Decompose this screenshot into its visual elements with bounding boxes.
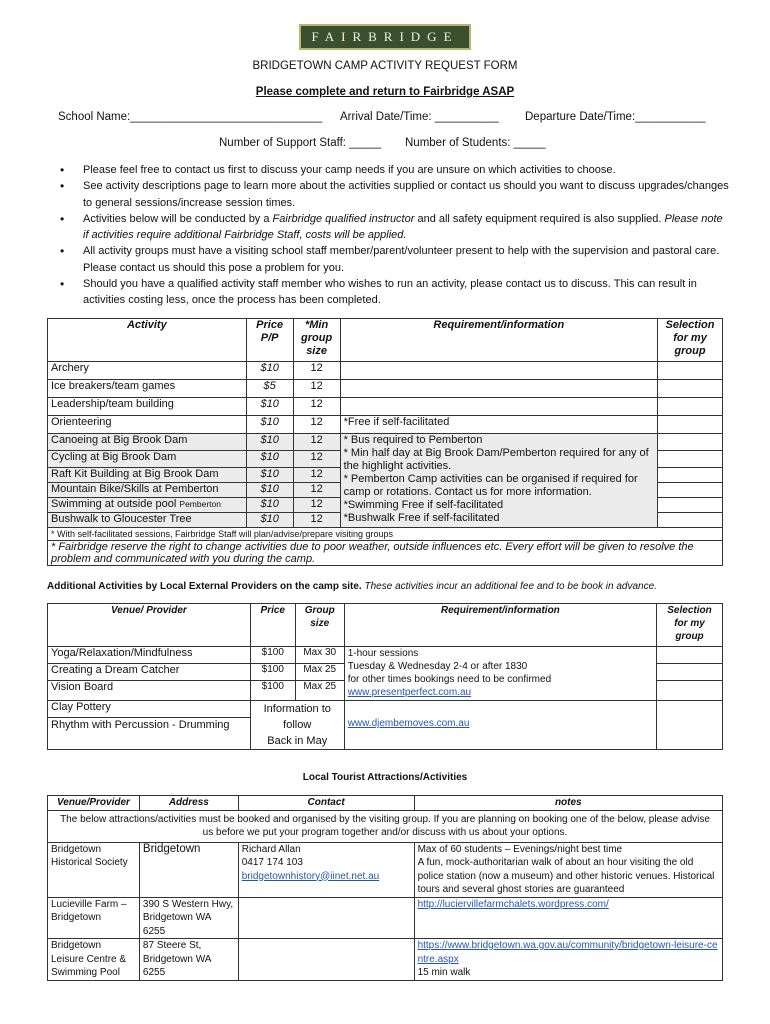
tourist-address: 87 Steere St, Bridgetown WA 6255 (139, 939, 238, 981)
form-subtitle: Please complete and return to Fairbridge ASAP (255, 86, 515, 98)
selection-cell[interactable] (658, 483, 723, 498)
support-staff-field[interactable]: Number of Support Staff: _____ (219, 137, 382, 149)
tourist-contact (238, 939, 414, 981)
activity-price: $10 (246, 398, 293, 416)
activity-name: Orienteering (48, 416, 247, 434)
activity-min: 12 (293, 434, 340, 451)
col-header-venue: Venue/ Provider (48, 604, 251, 647)
venue-info-status (250, 701, 344, 750)
fairbridge-logo: FAIRBRIDGE (299, 24, 471, 50)
contact-phone: 0417 174 103 (241, 857, 303, 868)
activity-min: 12 (293, 498, 340, 513)
col-header-min-size: *Min group size (293, 319, 340, 362)
activity-table (47, 318, 723, 566)
table-row (48, 897, 723, 939)
activity-min: 12 (293, 362, 340, 380)
activity-name-text: Swimming at outside pool (51, 498, 177, 510)
tourist-intro: The below attractions/activities must be booked and organised by the visiting group. If you are planning on booking one of the below, please advise us before we put your program together and/or discuss with us about your options. (48, 810, 723, 842)
table-row (48, 416, 723, 434)
req-line: *Swimming Free if self-facilitated (343, 499, 504, 511)
walk-time: 15 min walk (417, 967, 471, 978)
selection-cell[interactable] (658, 513, 723, 528)
req-line: * Min half day at Big Brook Dam/Pemberton required for any of the highlight activities. (343, 447, 649, 472)
pemberton-requirements (340, 434, 657, 528)
activity-name: Canoeing at Big Brook Dam (48, 434, 247, 451)
activity-price: $10 (246, 362, 293, 380)
bullet-item: • See activity descriptions page to learn more about the activities supplied or contact us should you want to discuss upgrades/changes to general sessions/increase session times. (60, 178, 730, 211)
bullet-emphasis: Please note if activities require additional Fairbridge Staff, costs will be applied. (83, 212, 723, 242)
col-header-activity: Activity (48, 319, 247, 362)
selection-cell[interactable] (658, 380, 723, 398)
selection-cell[interactable] (658, 416, 723, 434)
selection-cell[interactable] (657, 701, 723, 750)
col-header-notes: notes (414, 796, 722, 811)
tourist-venue: Lucieville Farm – Bridgetown (48, 897, 140, 939)
external-activity-table (47, 603, 723, 750)
venue-size: Max 25 (295, 681, 344, 701)
bullet-item (60, 211, 730, 244)
venue-price: $100 (250, 647, 295, 664)
venue-price: $100 (250, 681, 295, 701)
venue-requirements (344, 647, 656, 701)
arrival-field[interactable]: Arrival Date/Time: __________ (340, 111, 499, 123)
tourist-notes (414, 897, 722, 939)
col-header-address: Address (139, 796, 238, 811)
req-line: * Bus required to Pemberton (343, 434, 483, 446)
activity-name: Ice breakers/team games (48, 380, 247, 398)
selection-cell[interactable] (657, 681, 723, 701)
col-header-price: Price (250, 604, 295, 647)
activity-min: 12 (293, 416, 340, 434)
activity-name-suffix: Pemberton (179, 499, 221, 509)
tourist-contact (238, 897, 414, 939)
table-row (48, 701, 723, 718)
col-header-selection: Selection for my group (657, 604, 723, 647)
selection-cell[interactable] (658, 468, 723, 483)
selection-cell[interactable] (657, 647, 723, 664)
activity-price: $10 (246, 434, 293, 451)
selection-cell[interactable] (658, 451, 723, 468)
table-row (48, 434, 723, 451)
table-row (48, 939, 723, 981)
leisure-centre-link[interactable]: https://www.bridgetown.wa.gov.au/community/bridgetown-leisure-centre.aspx (417, 940, 718, 965)
req-line: 1-hour sessions (347, 648, 419, 659)
selection-cell[interactable] (658, 362, 723, 380)
activity-price: $10 (246, 513, 293, 528)
departure-field[interactable]: Departure Date/Time:___________ (525, 111, 706, 123)
bullet-emphasis: Fairbridge qualified instructor (272, 212, 415, 225)
venue-size: Max 25 (295, 664, 344, 681)
venue-requirements (344, 701, 656, 750)
presentperfect-link[interactable]: www.presentperfect.com.au (347, 687, 472, 698)
req-line: Tuesday & Wednesday 2-4 or after 1830 (347, 661, 528, 672)
footnote-self-facilitated: * With self-facilitated sessions, Fairbridge Staff will plan/advise/prepare visiting groups (48, 528, 723, 541)
selection-cell[interactable] (658, 498, 723, 513)
activity-price: $10 (246, 451, 293, 468)
tourist-venue: Bridgetown Historical Society (48, 842, 140, 897)
table-row (48, 380, 723, 398)
req-line: * Pemberton Camp activities can be organised if required for camp or rotations. Contact us for more information. (343, 473, 638, 498)
req-line: for other times bookings need to be confirmed (347, 674, 552, 685)
bullet-text: Activities below will be conducted by a (83, 212, 273, 225)
tourist-contact (238, 842, 414, 897)
activity-name: Mountain Bike/Skills at Pemberton (48, 483, 247, 498)
activity-price: $5 (246, 380, 293, 398)
bullet-item: • Please feel free to contact us first to discuss your camp needs if you are unsure on which activities to choose. (60, 162, 730, 178)
lucieville-link[interactable]: http://luciervillefarmchalets.wordpress.com/ (417, 898, 609, 910)
tourist-address: 390 S Western Hwy, Bridgetown WA 6255 (139, 897, 238, 939)
activity-min: 12 (293, 398, 340, 416)
activity-name: Cycling at Big Brook Dam (48, 451, 247, 468)
activity-req: *Free if self-facilitated (340, 416, 657, 434)
activity-min: 12 (293, 483, 340, 498)
bullet-item: • Should you have a qualified activity staff member who wishes to run an activity, please contact us to discuss. This can result in activities costing less, once the process has been completed. (60, 276, 730, 309)
col-header-selection: Selection for my group (658, 319, 723, 362)
contact-name: Richard Allan (241, 843, 301, 855)
activity-name: Bushwalk to Gloucester Tree (48, 513, 247, 528)
venue-name: Creating a Dream Catcher (48, 664, 251, 681)
activity-price: $10 (246, 498, 293, 513)
selection-cell[interactable] (657, 664, 723, 681)
activity-req (340, 362, 657, 380)
contact-email-link[interactable]: bridgetownhistory@iinet.net.au (241, 870, 380, 882)
table-row (48, 398, 723, 416)
section-external-heading-bold: Additional Activities by Local External Providers on the camp site. (47, 581, 362, 592)
table-row (48, 362, 723, 380)
section-tourist-heading: Local Tourist Attractions/Activities (302, 772, 468, 783)
tourist-address: Bridgetown (139, 842, 238, 897)
activity-min: 12 (293, 468, 340, 483)
venue-name: Rhythm with Percussion - Drumming (48, 717, 251, 749)
col-header-requirement: Requirement/information (340, 319, 657, 362)
activity-req (340, 380, 657, 398)
activity-name: Archery (48, 362, 247, 380)
selection-cell[interactable] (658, 434, 723, 451)
info-follow: Information to follow (263, 703, 331, 731)
col-header-contact: Contact (238, 796, 414, 811)
form-title: BRIDGETOWN CAMP ACTIVITY REQUEST FORM (252, 60, 518, 72)
activity-min: 12 (293, 451, 340, 468)
table-row (48, 647, 723, 664)
bullet-text: and all safety equipment required is also supplied. (414, 212, 665, 225)
bullet-item: • All activity groups must have a visiting school staff member/parent/volunteer present to help with the supervision and pastoral care. Please contact us should this pose a problem for you. (60, 243, 730, 276)
activity-price: $10 (246, 416, 293, 434)
col-header-price: Price P/P (246, 319, 293, 362)
venue-name: Clay Pottery (48, 701, 251, 718)
djembemoves-link[interactable]: www.djembemoves.com.au (347, 718, 470, 729)
activity-min: 12 (293, 513, 340, 528)
tourist-table (47, 795, 723, 981)
footnote-weather: * Fairbridge reserve the right to change activities due to poor weather, outside influences etc. Every effort will be given to resolve the problem and communicated with you during the camp. (48, 541, 723, 566)
info-bullets (60, 162, 730, 309)
activity-name: Leadership/team building (48, 398, 247, 416)
activity-min: 12 (293, 380, 340, 398)
selection-cell[interactable] (658, 398, 723, 416)
tourist-notes: Max of 60 students – Evenings/night best time A fun, mock-authoritarian walk of about an hour visiting the old police station (now a museum) and other historic venues. Historical tours and several ghost stories are guaranteed (414, 842, 722, 897)
col-header-venue: Venue/Provider (48, 796, 140, 811)
section-external-heading-italic: These activities incur an additional fee and to be book in advance. (361, 581, 657, 592)
venue-name: Yoga/Relaxation/Mindfulness (48, 647, 251, 664)
venue-name: Vision Board (48, 681, 251, 701)
col-header-requirement: Requirement/information (344, 604, 656, 647)
table-row (48, 842, 723, 897)
req-line: *Bushwalk Free if self-facilitated (343, 512, 500, 524)
col-header-group-size: Group size (295, 604, 344, 647)
tourist-notes (414, 939, 722, 981)
venue-size: Max 30 (295, 647, 344, 664)
tourist-venue: Bridgetown Leisure Centre & Swimming Pool (48, 939, 140, 981)
section-external-heading (47, 581, 657, 592)
venue-price: $100 (250, 664, 295, 681)
activity-price: $10 (246, 468, 293, 483)
school-name-field[interactable]: School Name:______________________________ (58, 111, 323, 123)
activity-req (340, 398, 657, 416)
back-in-may: Back in May (267, 735, 328, 747)
activity-name: Raft Kit Building at Big Brook Dam (48, 468, 247, 483)
students-field[interactable]: Number of Students: _____ (405, 137, 546, 149)
activity-price: $10 (246, 483, 293, 498)
activity-name (48, 498, 247, 513)
